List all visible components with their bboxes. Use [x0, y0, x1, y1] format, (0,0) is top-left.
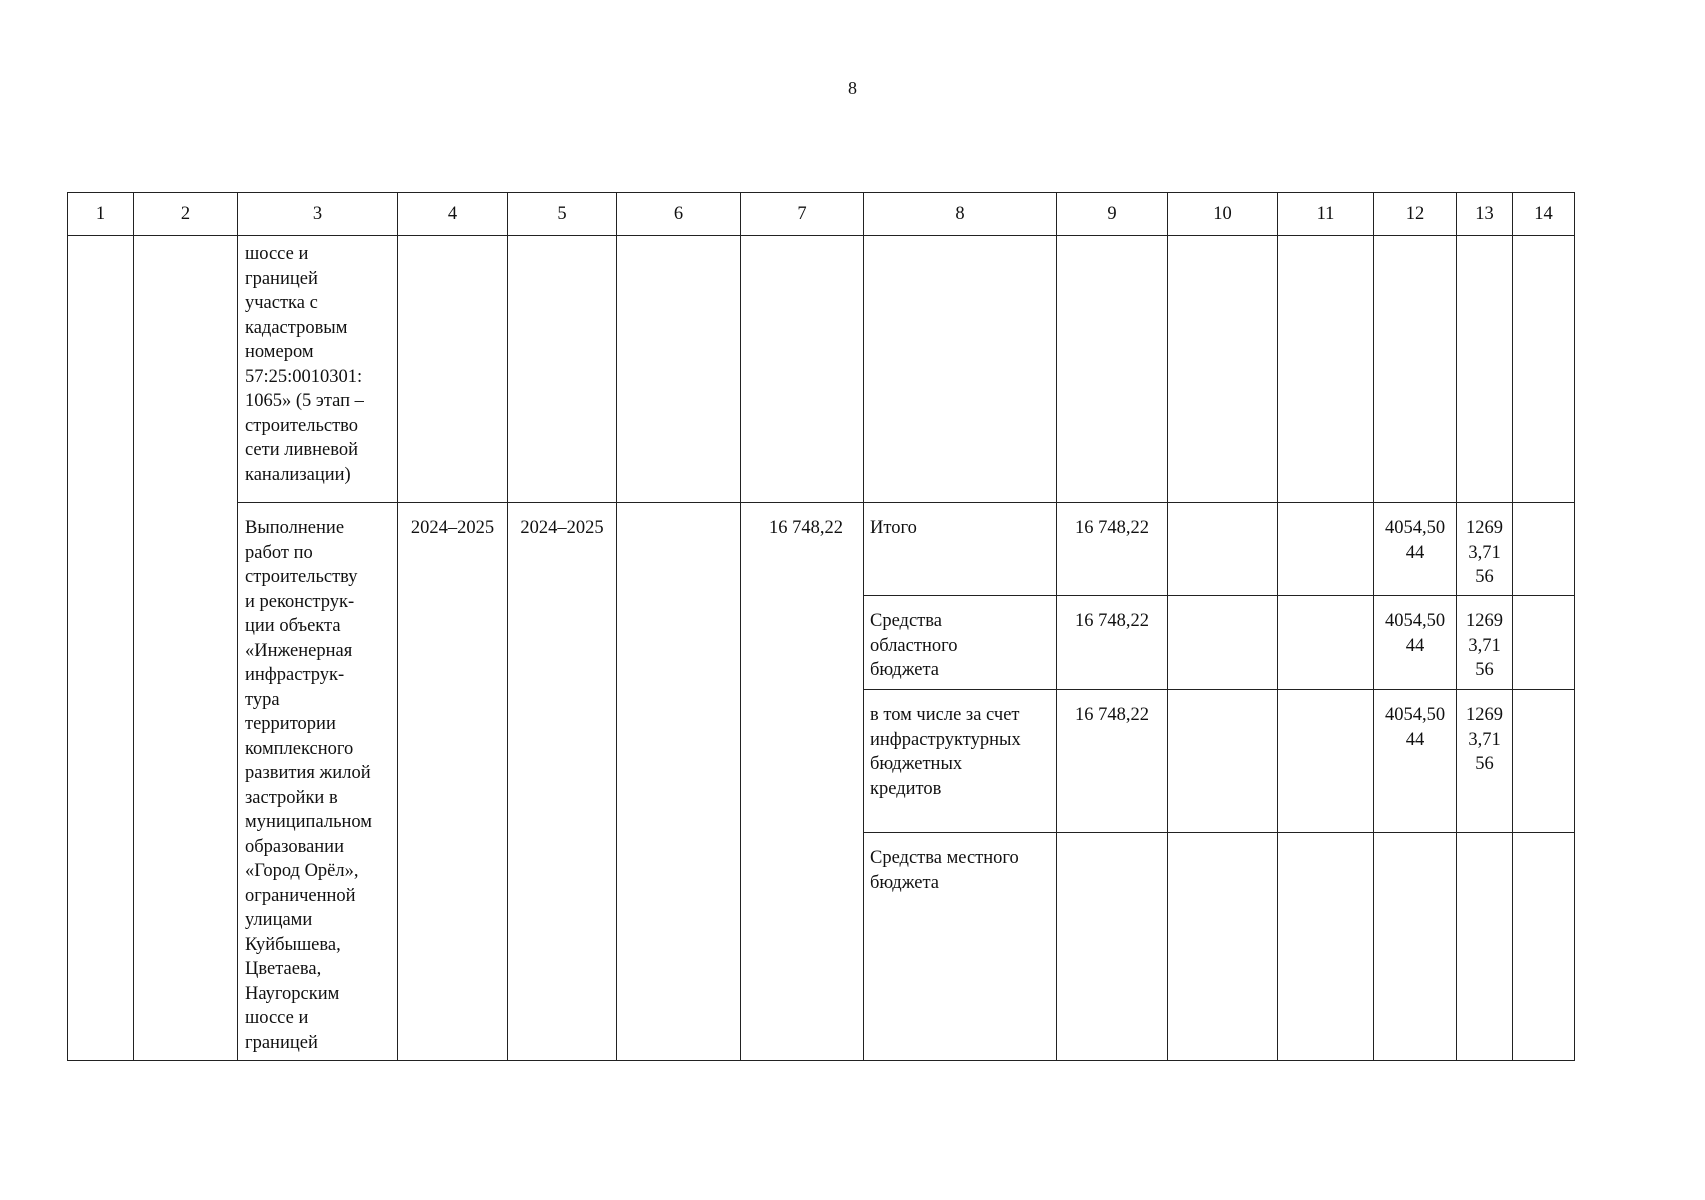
text-line: кадастровым: [245, 317, 348, 338]
object-description-cell: [238, 503, 398, 1061]
col13-cell: [1457, 690, 1513, 833]
text-line: кредитов: [870, 778, 942, 799]
header-cell: 4: [398, 193, 508, 236]
text-line: муниципальном: [245, 812, 373, 832]
text-line: 4054,50: [1384, 611, 1446, 631]
header-cell: 1: [68, 193, 134, 236]
text-line: 56: [1475, 660, 1494, 680]
text-line: участка с: [245, 293, 318, 313]
header-cell: 2: [134, 193, 238, 236]
text-line: 1269: [1466, 518, 1503, 538]
amount-cell: 16 748,22: [1057, 596, 1168, 690]
col12-cell: [1374, 690, 1457, 833]
header-cell: 11: [1278, 193, 1374, 236]
text-line: Куйбышева,: [245, 934, 341, 955]
header-cell: 3: [238, 193, 398, 236]
header-row: [68, 193, 1575, 236]
col13-cell: [1457, 596, 1513, 690]
col12-cell: [1374, 503, 1457, 596]
text-line: бюджета: [870, 660, 939, 680]
table-row: [68, 236, 1575, 503]
funding-source-cell: [864, 690, 1057, 833]
text-line: 44: [1405, 729, 1425, 750]
text-line: Выполнение: [245, 518, 345, 538]
text-line: 44: [1405, 542, 1425, 563]
text-line: улицами: [245, 910, 313, 930]
text-line: границей: [245, 1032, 318, 1053]
text-line: ограниченной: [245, 885, 356, 906]
text-line: Итого: [870, 518, 917, 538]
text-line: работ по: [245, 542, 313, 563]
header-cell: 9: [1057, 193, 1168, 236]
text-line: 57:25:0010301:: [245, 366, 363, 387]
budget-table: [67, 192, 1575, 1061]
header-cell: 12: [1374, 193, 1457, 236]
text-line: и реконструк-: [245, 591, 355, 612]
text-line: 4054,50: [1384, 705, 1446, 725]
col13-cell: [1457, 833, 1513, 1061]
period-end-cell: 2024–2025: [508, 503, 617, 1061]
text-line: инфраструк-: [245, 665, 345, 685]
amount-cell: [1057, 833, 1168, 1061]
text-line: 56: [1475, 754, 1494, 774]
text-line: номером: [245, 342, 314, 362]
text-line: бюджета: [870, 872, 939, 893]
col12-cell: [1374, 833, 1457, 1061]
header-cell: 7: [741, 193, 864, 236]
text-line: сети ливневой: [245, 440, 358, 460]
text-line: 3,71: [1468, 542, 1501, 563]
text-line: шоссе и: [245, 1008, 309, 1028]
text-line: строительству: [245, 567, 358, 587]
page-number: 8: [848, 78, 857, 98]
text-line: канализации): [245, 464, 351, 485]
col12-cell: [1374, 596, 1457, 690]
period-start-cell: 2024–2025: [398, 503, 508, 1061]
text-line: 4054,50: [1384, 518, 1446, 538]
text-line: Цветаева,: [245, 959, 322, 979]
text-line: инфраструктурных: [870, 729, 1021, 750]
col2-cell: [134, 236, 238, 1061]
funding-source-cell: [864, 503, 1057, 596]
text-line: «Город Орёл»,: [245, 861, 359, 881]
text-line: шоссе и: [245, 244, 309, 264]
col13-cell: [1457, 503, 1513, 596]
text-line: 44: [1405, 635, 1425, 656]
text-line: Наугорским: [245, 983, 340, 1004]
text-line: ции объекта: [245, 616, 341, 636]
header-cell: 13: [1457, 193, 1513, 236]
text-line: развития жилой: [245, 763, 371, 783]
text-line: тура: [245, 689, 280, 710]
text-line: Средства: [870, 611, 942, 631]
funding-source-cell: [864, 596, 1057, 690]
funding-source-cell: [864, 833, 1057, 1061]
text-line: 1065» (5 этап –: [245, 391, 364, 411]
col6-cell: [617, 503, 741, 1061]
text-line: 1269: [1466, 705, 1503, 725]
col1-cell: [68, 236, 134, 1061]
text-line: 1269: [1466, 611, 1503, 631]
text-line: «Инженерная: [245, 640, 353, 661]
text-line: Средства местного: [870, 848, 1019, 868]
text-line: областного: [870, 635, 958, 656]
text-line: строительство: [245, 415, 359, 436]
text-line: в том числе за счет: [870, 705, 1020, 725]
text-line: границей: [245, 268, 318, 289]
text-line: 3,71: [1468, 635, 1501, 656]
text-line: застройки в: [245, 787, 338, 808]
header-cell: 10: [1168, 193, 1278, 236]
header-cell: 6: [617, 193, 741, 236]
amount-cell: 16 748,22: [1057, 503, 1168, 596]
table-row: [68, 503, 1575, 596]
header-cell: 8: [864, 193, 1057, 236]
header-cell: 5: [508, 193, 617, 236]
text-line: 56: [1475, 567, 1494, 587]
text-line: бюджетных: [870, 754, 963, 774]
object-description-cell: [238, 236, 398, 503]
header-cell: 14: [1513, 193, 1575, 236]
text-line: комплексного: [245, 738, 354, 759]
text-line: 3,71: [1468, 729, 1501, 750]
text-line: территории: [245, 714, 336, 734]
total-cost-cell: 16 748,22: [741, 503, 864, 1061]
text-line: образовании: [245, 836, 344, 857]
amount-cell: 16 748,22: [1057, 690, 1168, 833]
